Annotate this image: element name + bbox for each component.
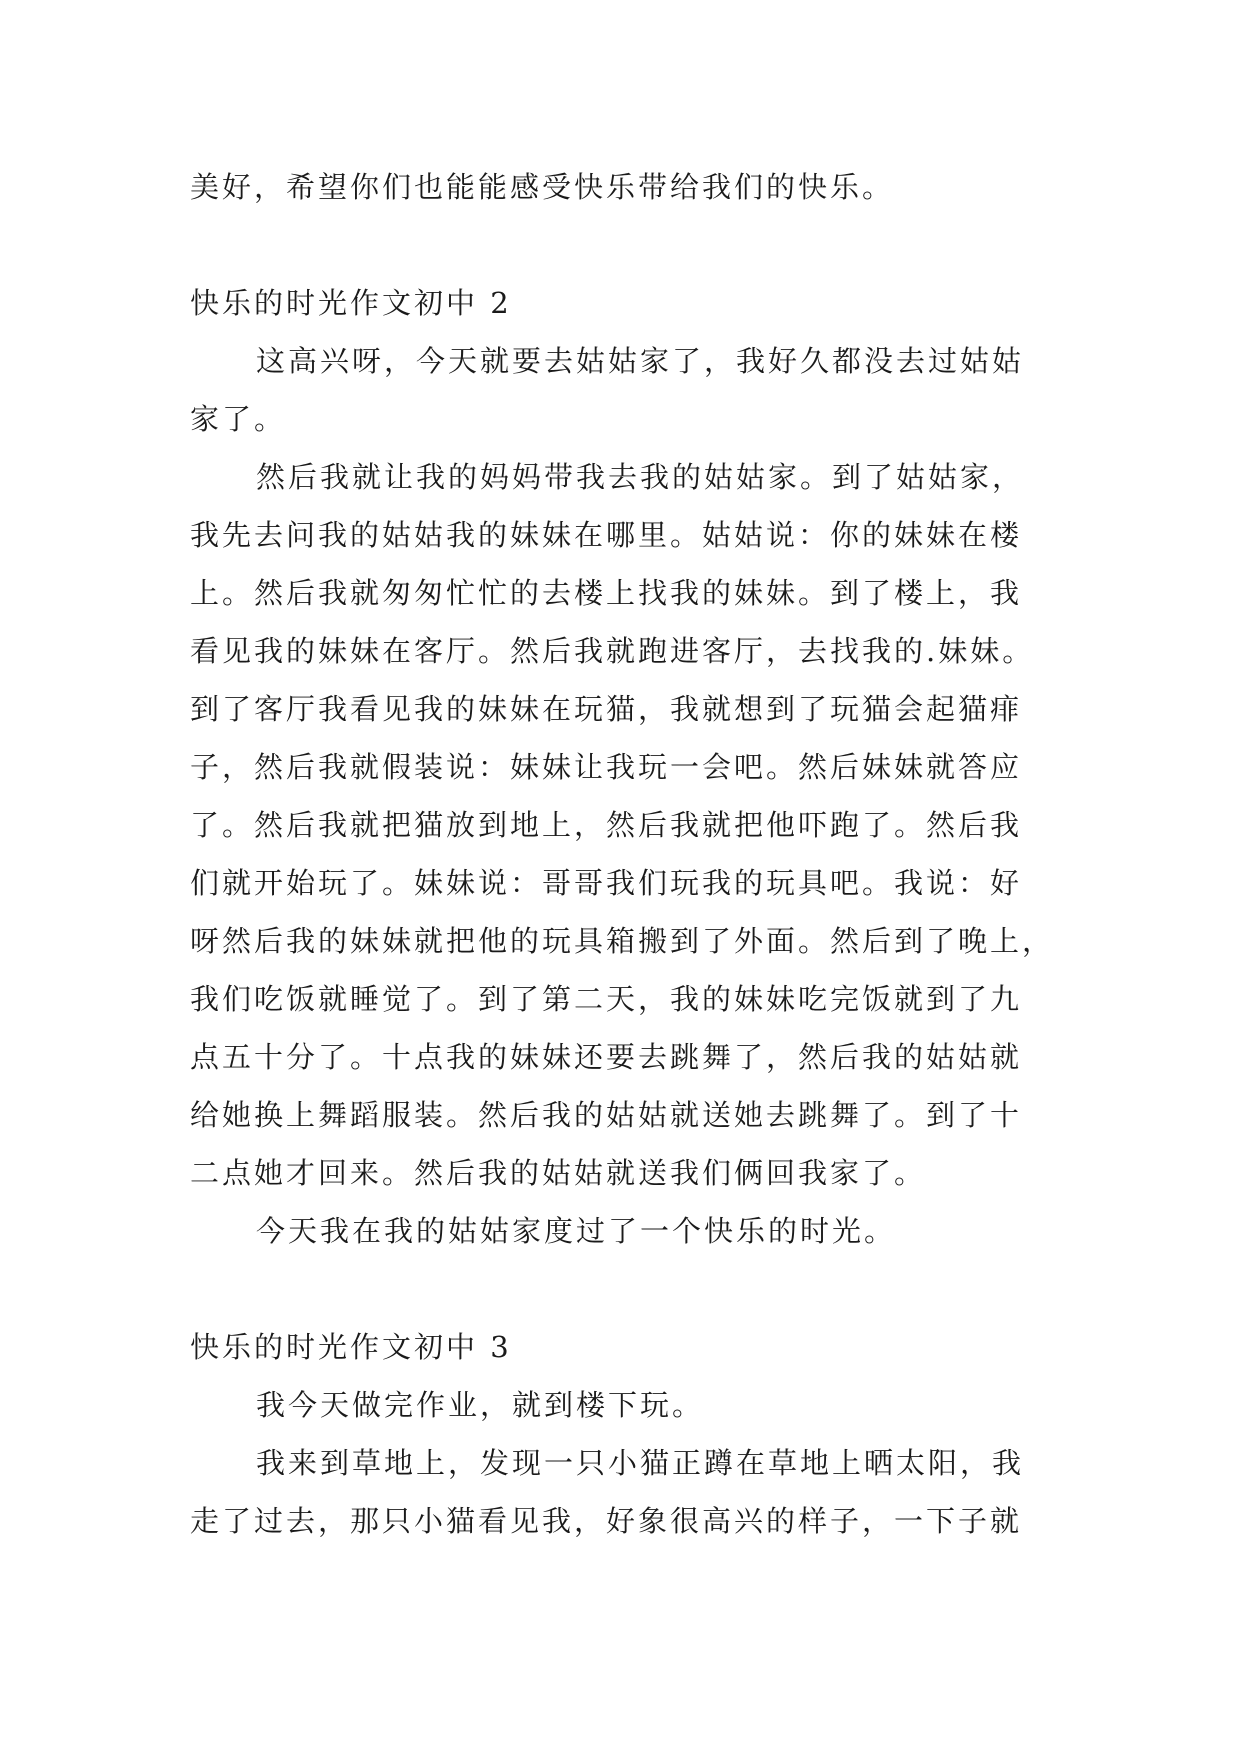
text-line: 点五十分了。十点我的妹妹还要去跳舞了，然后我的姑姑就 bbox=[190, 1040, 1023, 1074]
text-line: 美好，希望你们也能能感受快乐带给我们的快乐。 bbox=[190, 170, 895, 204]
text-line: 二点她才回来。然后我的姑姑就送我们俩回我家了。 bbox=[190, 1156, 927, 1190]
section-gap bbox=[190, 1260, 1050, 1318]
text-line: 们就开始玩了。妹妹说：哥哥我们玩我的玩具吧。我说：好 bbox=[190, 866, 1023, 900]
text-line: 我今天做完作业，就到楼下玩。 bbox=[256, 1388, 705, 1422]
text-line: 看见我的妹妹在客厅。然后我就跑进客厅，去找我的.妹妹。 bbox=[190, 634, 1035, 668]
text-line: 今天我在我的姑姑家度过了一个快乐的时光。 bbox=[256, 1214, 897, 1248]
text-line: 这高兴呀，今天就要去姑姑家了，我好久都没去过姑姑 bbox=[256, 344, 1025, 378]
text-line: 呀然后我的妹妹就把他的玩具箱搬到了外面。然后到了晚上， bbox=[190, 924, 1055, 958]
text-line: 我们吃饭就睡觉了。到了第二天，我的妹妹吃完饭就到了九 bbox=[190, 982, 1023, 1016]
section-gap bbox=[190, 216, 1050, 274]
text-line: 我先去问我的姑姑我的妹妹在哪里。姑姑说：你的妹妹在楼 bbox=[190, 518, 1023, 552]
essay-heading-2: 快乐的时光作文初中 2 bbox=[190, 286, 512, 320]
text-line: 然后我就让我的妈妈带我去我的姑姑家。到了姑姑家， bbox=[256, 460, 1025, 494]
document-body bbox=[190, 158, 1055, 1550]
text-line: 了。然后我就把猫放到地上，然后我就把他吓跑了。然后我 bbox=[190, 808, 1023, 842]
text-line: 走了过去，那只小猫看见我，好象很高兴的样子，一下子就 bbox=[190, 1504, 1023, 1538]
text-line: 家了。 bbox=[190, 402, 287, 436]
text-line: 到了客厅我看见我的妹妹在玩猫，我就想到了玩猫会起猫痱 bbox=[190, 692, 1023, 726]
text-line: 子，然后我就假装说：妹妹让我玩一会吧。然后妹妹就答应 bbox=[190, 750, 1023, 784]
text-line: 上。然后我就匆匆忙忙的去楼上找我的妹妹。到了楼上，我 bbox=[190, 576, 1023, 610]
essay-heading-3: 快乐的时光作文初中 3 bbox=[190, 1330, 512, 1364]
text-line: 我来到草地上，发现一只小猫正蹲在草地上晒太阳，我 bbox=[256, 1446, 1025, 1480]
text-line: 给她换上舞蹈服装。然后我的姑姑就送她去跳舞了。到了十 bbox=[190, 1098, 1023, 1132]
